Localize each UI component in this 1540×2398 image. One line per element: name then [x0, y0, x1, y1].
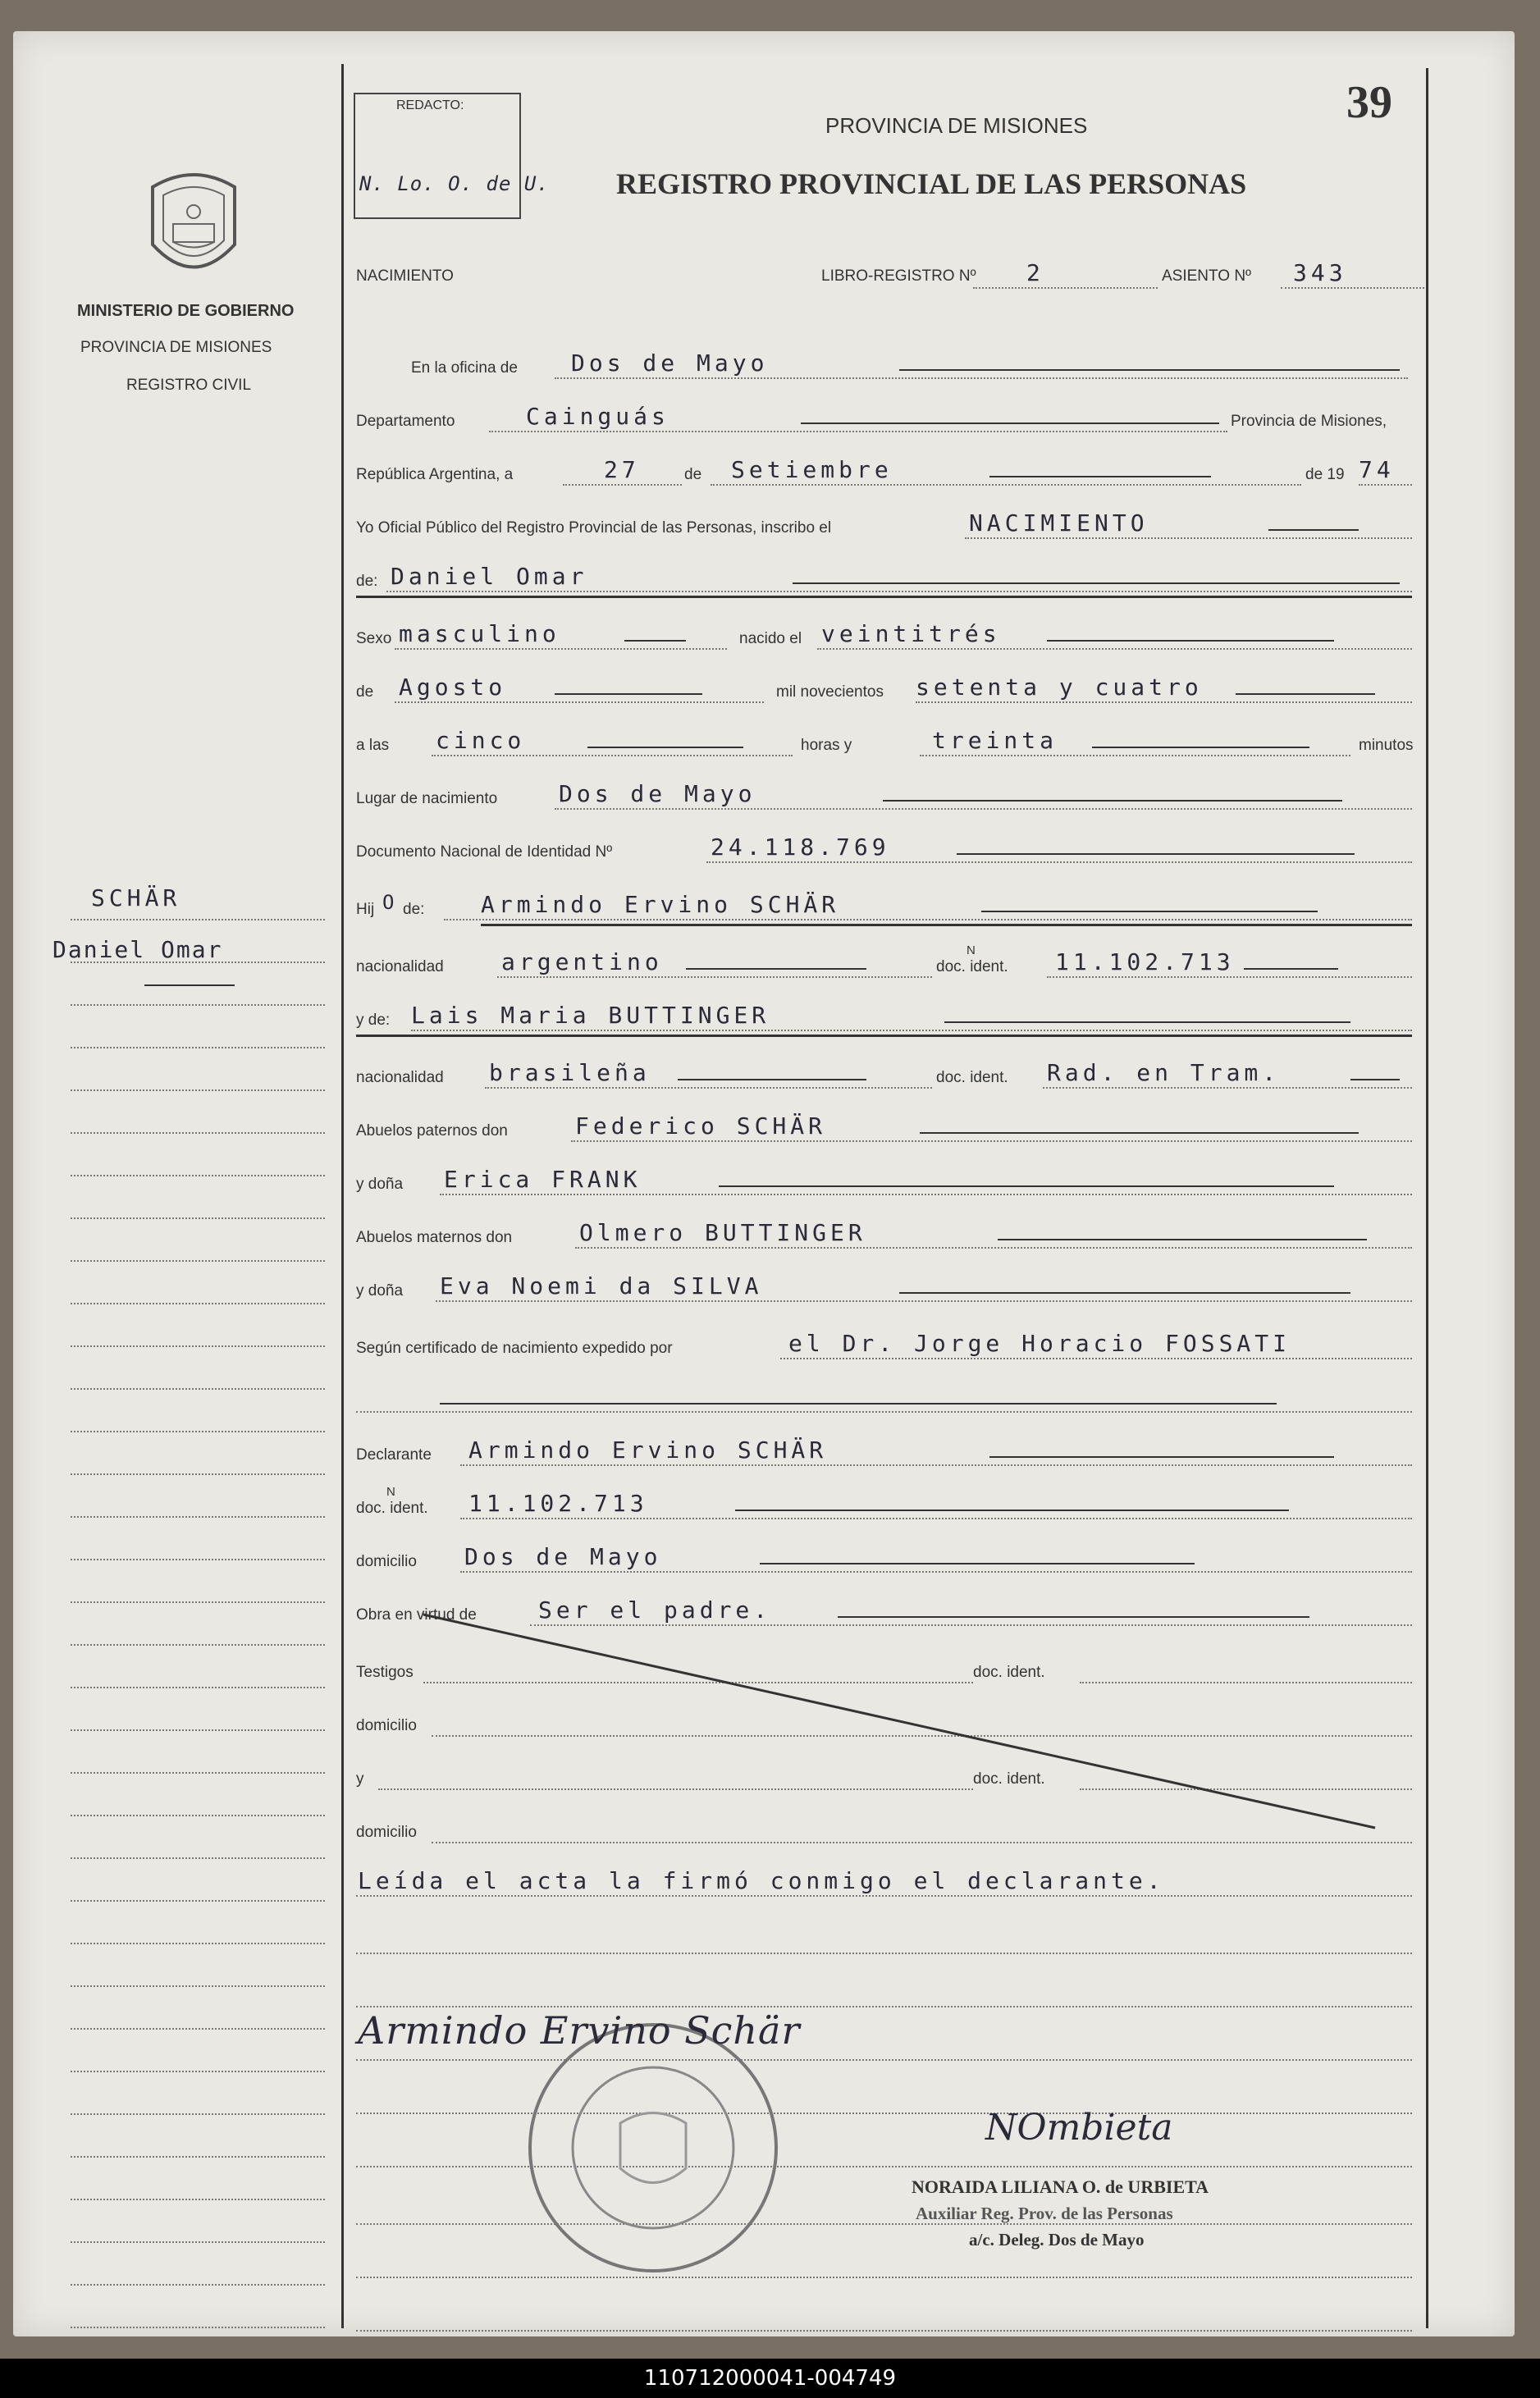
nacimiento-label: NACIMIENTO: [356, 267, 454, 285]
scan-code: 110712000041-004749: [643, 2366, 897, 2391]
field-label: En la oficina de: [411, 359, 518, 377]
field-label: y de:: [356, 1012, 391, 1029]
field-label: de:: [356, 573, 378, 590]
field-value: argentino: [501, 948, 663, 975]
field-label: de: [684, 466, 702, 483]
field-value: O: [382, 891, 399, 914]
witness-strike-line: [13, 31, 1515, 2336]
field-label: de:: [403, 901, 425, 918]
field-label: Departamento: [356, 413, 455, 430]
field-value: setenta y cuatro: [916, 674, 1203, 701]
field-label: Hij: [356, 901, 375, 918]
redacto-label: REDACTO:: [396, 98, 464, 112]
margin-surname: SCHÄR: [91, 884, 181, 911]
field-value: Armindo Ervino SCHÄR: [468, 1437, 828, 1464]
scan-footer: [0, 2359, 1540, 2398]
field-label: Abuelos paternos don: [356, 1122, 508, 1140]
field-value: veintitrés: [821, 620, 1001, 647]
official-delegation: a/c. Deleg. Dos de Mayo: [969, 2230, 1145, 2250]
field-label: doc. ident.: [973, 1770, 1045, 1788]
field-value: Erica FRANK: [444, 1166, 642, 1193]
field-label: y doña: [356, 1176, 404, 1193]
field-value: Dos de Mayo: [559, 780, 756, 807]
ministry-label: MINISTERIO DE GOBIERNO: [77, 302, 295, 320]
field-value: Lais Maria BUTTINGER: [411, 1002, 770, 1029]
field-value: 11.102.713: [1055, 948, 1235, 975]
field-value: Rad. en Tram.: [1047, 1059, 1281, 1086]
field-label: y: [356, 1770, 364, 1788]
field-value: Federico SCHÄR: [575, 1112, 827, 1140]
field-label: Yo Oficial Público del Registro Provincial de las Personas, inscribo el: [356, 519, 832, 537]
field-label: Declarante: [356, 1446, 432, 1464]
field-label: Abuelos maternos don: [356, 1229, 513, 1246]
field-value: Ser el padre.: [538, 1596, 772, 1624]
field-value: Daniel Omar: [391, 563, 588, 590]
field-value: treinta: [932, 727, 1058, 754]
field-value: 27: [604, 456, 640, 483]
field-label: Documento Nacional de Identidad Nº: [356, 843, 613, 861]
field-label: Provincia de Misiones,: [1231, 413, 1387, 430]
official-name: NORAIDA LILIANA O. de URBIETA: [912, 2176, 1209, 2197]
registry-title: REGISTRO PROVINCIAL DE LAS PERSONAS: [616, 167, 1247, 200]
official-signature: NOmbieta: [985, 2107, 1173, 2149]
field-label: domicilio: [356, 1824, 417, 1841]
field-value: Cainguás: [526, 403, 669, 430]
field-value: Agosto: [399, 674, 507, 701]
official-stamp: [522, 2017, 784, 2279]
register-sheet: [13, 31, 1515, 2336]
field-value: 24.118.769: [711, 834, 890, 861]
docident-superscript: N: [966, 943, 976, 957]
sidebar-province-label: PROVINCIA DE MISIONES: [80, 339, 272, 356]
field-label: doc. ident.: [936, 958, 1008, 975]
field-label: nacionalidad: [356, 1069, 444, 1086]
field-value: NACIMIENTO: [969, 509, 1149, 537]
field-label: Lugar de nacimiento: [356, 790, 498, 807]
field-value: Dos de Mayo: [571, 349, 769, 377]
field-label: minutos: [1359, 737, 1414, 754]
field-value: 11.102.713: [468, 1490, 648, 1517]
field-label: a las: [356, 737, 390, 754]
asiento-value: 343: [1293, 259, 1347, 286]
field-value: 74: [1359, 456, 1395, 483]
civil-registry-label: REGISTRO CIVIL: [126, 377, 252, 394]
field-label: doc. ident.: [356, 1500, 428, 1517]
field-label: República Argentina, a: [356, 466, 514, 483]
field-label: y doña: [356, 1282, 404, 1299]
field-label: domicilio: [356, 1717, 417, 1734]
field-label: Obra en virtud de: [356, 1606, 477, 1624]
margin-names: Daniel Omar: [53, 936, 223, 963]
field-value: Setiembre: [731, 456, 893, 483]
field-value: brasileña: [489, 1059, 651, 1086]
field-label: de: [356, 683, 374, 701]
field-label: Testigos: [356, 1664, 414, 1681]
libro-value: 2: [1026, 259, 1044, 286]
official-role: Auxiliar Reg. Prov. de las Personas: [916, 2204, 1173, 2223]
field-label: horas y: [801, 737, 852, 754]
redacto-value: N. Lo. O. de U.: [359, 172, 550, 195]
field-label: Sexo: [356, 630, 392, 647]
docident-superscript: N: [386, 1485, 395, 1499]
field-value: el Dr. Jorge Horacio FOSSATI: [788, 1330, 1291, 1357]
asiento-label: ASIENTO Nº: [1162, 267, 1251, 285]
field-value: Eva Noemi da SILVA: [440, 1272, 763, 1299]
field-value: Dos de Mayo: [464, 1543, 662, 1570]
field-value: Armindo Ervino SCHÄR: [481, 891, 840, 918]
field-value: masculino: [399, 620, 560, 647]
field-label: doc. ident.: [973, 1664, 1045, 1681]
field-label: nacido el: [739, 630, 802, 647]
field-label: mil novecientos: [776, 683, 884, 701]
declarant-signature: Armindo Ervino Schär: [358, 2008, 801, 2053]
field-value: cinco: [436, 727, 526, 754]
field-label: Según certificado de nacimiento expedido por: [356, 1340, 673, 1357]
field-value: Leída el acta la firmó conmigo el declarante.: [358, 1867, 1165, 1894]
field-value: Olmero BUTTINGER: [579, 1219, 866, 1246]
libro-label: LIBRO-REGISTRO Nº: [821, 267, 976, 285]
field-label: nacionalidad: [356, 958, 444, 975]
field-label: domicilio: [356, 1553, 417, 1570]
field-label: doc. ident.: [936, 1069, 1008, 1086]
page-number: 39: [1346, 77, 1392, 128]
field-label: de 19: [1305, 466, 1345, 483]
province-title: PROVINCIA DE MISIONES: [825, 113, 1088, 138]
